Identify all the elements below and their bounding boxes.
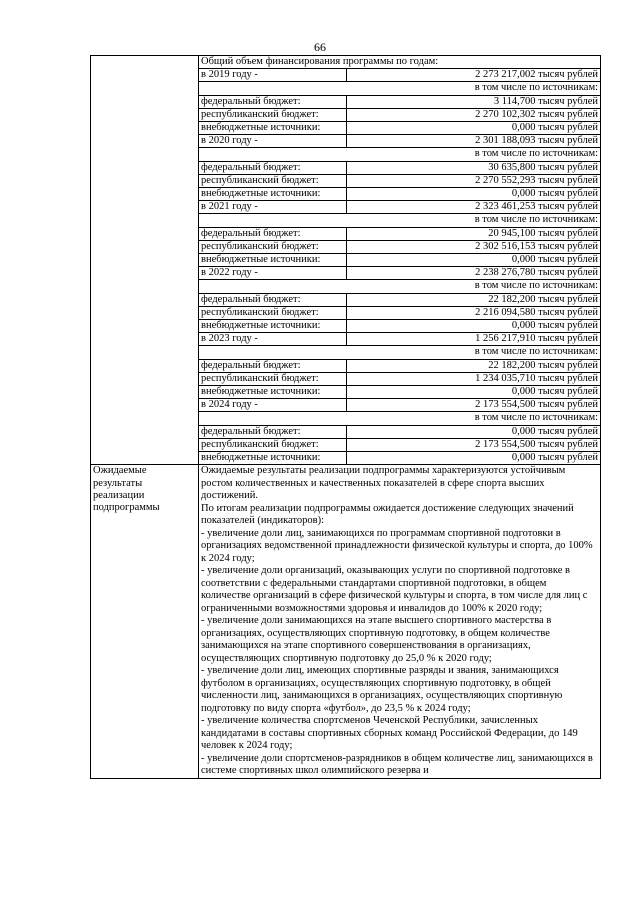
sources-label: в том числе по источникам:	[199, 280, 601, 293]
financing-table	[90, 55, 601, 779]
year-total: 1 256 217,910 тысяч рублей	[347, 333, 601, 346]
source-label: федеральный бюджет:	[199, 95, 347, 108]
source-label: федеральный бюджет:	[199, 293, 347, 306]
sources-label: в том числе по источникам:	[199, 412, 601, 425]
year-total: 2 301 188,093 тысяч рублей	[347, 135, 601, 148]
source-value: 0,000 тысяч рублей	[347, 386, 601, 399]
source-value: 2 302 516,153 тысяч рублей	[347, 240, 601, 253]
source-value: 0,000 тысяч рублей	[347, 452, 601, 465]
results-paragraph: - увеличение доли спортсменов-разрядников в общем количестве лиц, занимающихся в системе спортивных школ олимпийского резерва и	[201, 752, 593, 777]
source-label: внебюджетные источники:	[199, 254, 347, 267]
results-text	[199, 465, 601, 779]
source-value: 20 945,100 тысяч рублей	[347, 227, 601, 240]
left-empty-cell	[91, 56, 199, 465]
source-label: внебюджетные источники:	[199, 320, 347, 333]
year-label: в 2023 году -	[199, 333, 347, 346]
source-value: 2 270 552,293 тысяч рублей	[347, 174, 601, 187]
source-value: 22 182,200 тысяч рублей	[347, 359, 601, 372]
source-value: 3 114,700 тысяч рублей	[347, 95, 601, 108]
year-total: 2 323 461,253 тысяч рублей	[347, 201, 601, 214]
year-label: в 2024 году -	[199, 399, 347, 412]
source-label: федеральный бюджет:	[199, 161, 347, 174]
results-paragraph: - увеличение доли занимающихся на этапе высшего спортивного мастерства в организациях, осуществляющих спортивную подготовку, в общем количестве занимающихся на этапе спортивного совершенствования в организациях, осуществляющих спортивную подготовку до 25,0 % к 2020 году;	[201, 615, 552, 664]
source-label: внебюджетные источники:	[199, 452, 347, 465]
source-label: внебюджетные источники:	[199, 386, 347, 399]
source-value: 22 182,200 тысяч рублей	[347, 293, 601, 306]
source-label: республиканский бюджет:	[199, 372, 347, 385]
year-total: 2 173 554,500 тысяч рублей	[347, 399, 601, 412]
year-label: в 2020 году -	[199, 135, 347, 148]
year-total: 2 273 217,002 тысяч рублей	[347, 69, 601, 82]
source-label: республиканский бюджет:	[199, 108, 347, 121]
source-label: внебюджетные источники:	[199, 122, 347, 135]
results-paragraph: - увеличение доли лиц, имеющих спортивные разряды и звания, занимающихся футболом в организациях, осуществляющих спортивную подготовку, в общей численности лиц, занимающихся в организациях, осуществляющих спортивную подготовку по виду спорта «футбол», до 23,5 % к 2024 году;	[201, 665, 563, 714]
sources-label: в том числе по источникам:	[199, 148, 601, 161]
source-value: 2 270 102,302 тысяч рублей	[347, 108, 601, 121]
source-label: республиканский бюджет:	[199, 306, 347, 319]
source-value: 1 234 035,710 тысяч рублей	[347, 372, 601, 385]
source-value: 2 173 554,500 тысяч рублей	[347, 438, 601, 451]
source-value: 0,000 тысяч рублей	[347, 188, 601, 201]
results-paragraph: Ожидаемые результаты реализации подпрограммы характеризуются устойчивым ростом количественных и качественных показателей в сфере спорта высших достижений.	[201, 465, 566, 502]
source-value: 0,000 тысяч рублей	[347, 122, 601, 135]
source-label: федеральный бюджет:	[199, 227, 347, 240]
source-value: 0,000 тысяч рублей	[347, 254, 601, 267]
results-paragraph: По итогам реализации подпрограммы ожидается достижение следующих значений показателей (индикаторов):	[201, 502, 574, 527]
source-label: республиканский бюджет:	[199, 438, 347, 451]
year-label: в 2022 году -	[199, 267, 347, 280]
sources-label: в том числе по источникам:	[199, 82, 601, 95]
source-label: федеральный бюджет:	[199, 425, 347, 438]
total-financing-header: Общий объем финансирования программы по годам:	[199, 56, 601, 69]
year-label: в 2019 году -	[199, 69, 347, 82]
results-label: Ожидаемые результаты реализации подпрограммы	[91, 465, 199, 779]
source-label: республиканский бюджет:	[199, 240, 347, 253]
results-paragraph: - увеличение доли организаций, оказывающих услуги по спортивной подготовке в соответствии с федеральными стандартами спортивной подготовки, в общем количестве организаций в сфере физической культуры и спорта, в том числе для лиц с ограниченными возможностями здоровья и инвалидов до 100% к 2020 году;	[201, 565, 588, 614]
year-total: 2 238 276,780 тысяч рублей	[347, 267, 601, 280]
source-value: 2 216 094,580 тысяч рублей	[347, 306, 601, 319]
source-label: федеральный бюджет:	[199, 359, 347, 372]
sources-label: в том числе по источникам:	[199, 346, 601, 359]
source-value: 0,000 тысяч рублей	[347, 425, 601, 438]
source-value: 30 635,800 тысяч рублей	[347, 161, 601, 174]
sources-label: в том числе по источникам:	[199, 214, 601, 227]
results-paragraph: - увеличение доли лиц, занимающихся по программам спортивной подготовки в организациях ведомственной принадлежности физической культуры и спорта, до 100% к 2024 году;	[201, 527, 593, 564]
source-label: внебюджетные источники:	[199, 188, 347, 201]
financing-table-body	[91, 56, 601, 779]
results-paragraph: - увеличение количества спортсменов Чеченской Республики, зачисленных кандидатами в составы спортивных сборных команд Российской Федерации, до 149 человек к 2024 году;	[201, 715, 578, 752]
table-row	[91, 56, 601, 69]
source-value: 0,000 тысяч рублей	[347, 320, 601, 333]
year-label: в 2021 году -	[199, 201, 347, 214]
page-number: 66	[314, 40, 326, 54]
table-row	[91, 465, 601, 779]
source-label: республиканский бюджет:	[199, 174, 347, 187]
